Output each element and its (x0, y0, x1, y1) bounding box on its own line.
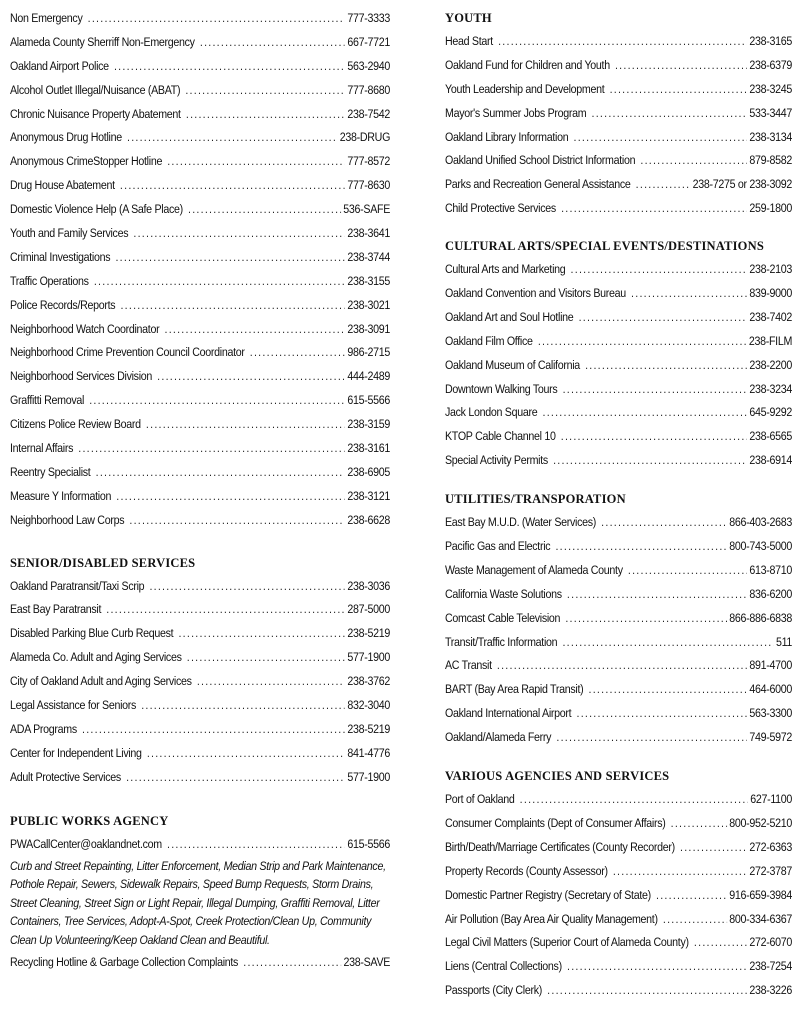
directory-entry (10, 341, 390, 365)
right-column (445, 0, 792, 1003)
dot-leader (567, 583, 747, 607)
directory-entry (445, 197, 792, 221)
entry-name: Oakland Art and Soul Hotline (445, 309, 574, 324)
various-section (445, 764, 792, 1003)
entry-number: 777-8572 (347, 154, 391, 169)
dot-leader (167, 150, 345, 174)
entry-name: ADA Programs (10, 721, 77, 736)
section-heading: CULTURAL ARTS/SPECIAL EVENTS/DESTINATIONS (445, 239, 764, 254)
entry-name: City of Oakland Adult and Aging Services (10, 674, 192, 689)
directory-entry (445, 535, 792, 559)
entry-name: Waste Management of Alameda County (445, 562, 623, 577)
entry-name: Air Pollution (Bay Area Air Quality Management) (445, 911, 658, 926)
directory-entry (445, 102, 792, 126)
directory-entry (10, 622, 390, 646)
entry-number: 749-5972 (749, 730, 793, 745)
directory-entry (10, 55, 390, 79)
directory-entry (445, 654, 792, 678)
directory-entry (10, 509, 390, 533)
dot-leader (188, 198, 341, 222)
directory-entry (10, 294, 390, 318)
directory-entry (445, 401, 792, 425)
entry-name: Oakland Library Information (445, 129, 569, 144)
entry-number: 563-2940 (347, 58, 391, 73)
entry-name: Oakland Convention and Visitors Bureau (445, 286, 626, 301)
entry-number: 777-8680 (347, 82, 391, 97)
dot-leader (576, 702, 746, 726)
dot-leader (547, 979, 747, 1003)
entry-number: 238-FILM (748, 333, 793, 348)
entry-name: Cultural Arts and Marketing (445, 262, 566, 277)
dot-leader (178, 622, 344, 646)
entry-number: 613-8710 (749, 562, 793, 577)
entry-number: 577-1900 (347, 650, 391, 665)
entry-name: Downtown Walking Tours (445, 381, 558, 396)
dot-leader (553, 449, 747, 473)
entry-number: 238-6565 (749, 429, 793, 444)
entry-number: 238-6379 (749, 57, 793, 72)
entry-number: 238-6628 (347, 512, 391, 527)
dot-leader (498, 30, 747, 54)
entry-list (10, 575, 390, 790)
directory-entry (445, 306, 792, 330)
directory-entry (10, 222, 390, 246)
entry-list (10, 7, 390, 533)
dot-leader (538, 330, 746, 354)
entry-number: 238-DRUG (339, 130, 391, 145)
directory-entry (445, 678, 792, 702)
dot-leader (106, 598, 345, 622)
entry-name: Citizens Police Review Board (10, 417, 141, 432)
dot-leader (574, 126, 747, 150)
directory-entry (10, 670, 390, 694)
directory-entry (10, 413, 390, 437)
entry-number: 238-5219 (347, 721, 391, 736)
directory-entry (445, 425, 792, 449)
entry-name: Youth Leadership and Development (445, 81, 605, 96)
section-heading: UTILITIES/TRANSPORATION (445, 492, 626, 507)
dot-leader (671, 812, 727, 836)
dot-leader (636, 173, 690, 197)
dot-leader (680, 836, 747, 860)
directory-entry (445, 511, 792, 535)
entry-number: 238-7542 (347, 106, 391, 121)
directory-entry (445, 583, 792, 607)
dot-leader (167, 833, 345, 857)
dot-leader (497, 654, 747, 678)
dot-leader (585, 354, 747, 378)
entry-number: 238-3744 (347, 249, 391, 264)
directory-entry (445, 631, 792, 655)
entry-name: Oakland Paratransit/Taxi Scrip (10, 578, 145, 593)
dot-leader (149, 575, 344, 599)
directory-entry (445, 860, 792, 884)
entry-name: KTOP Cable Channel 10 (445, 429, 556, 444)
directory-entry (445, 126, 792, 150)
dot-leader (115, 246, 344, 270)
dot-leader (120, 294, 344, 318)
dot-leader (114, 55, 345, 79)
directory-entry (445, 836, 792, 860)
entry-name: Oakland/Alameda Ferry (445, 730, 552, 745)
dot-leader (613, 860, 747, 884)
directory-entry (445, 931, 792, 955)
directory-entry (445, 908, 792, 932)
entry-number: 615-5566 (347, 393, 391, 408)
entry-number: 841-4776 (347, 745, 391, 760)
entry-number: 238-3762 (347, 674, 391, 689)
entry-name: Center for Independent Living (10, 745, 142, 760)
entry-name: Anonymous CrimeStopper Hotline (10, 154, 163, 169)
entry-number: 839-9000 (749, 286, 793, 301)
entry-list (445, 788, 792, 1003)
entry-number: 879-8582 (749, 153, 793, 168)
entry-number: 777-3333 (347, 11, 391, 25)
entry-number: 800-952-5210 (729, 815, 793, 830)
entry-number: 577-1900 (347, 769, 391, 784)
directory-entry (445, 788, 792, 812)
directory-entry (445, 354, 792, 378)
directory-entry (10, 694, 390, 718)
entry-number: 536-SAFE (343, 202, 391, 217)
dot-leader (520, 788, 748, 812)
entry-name: Legal Civil Matters (Superior Court of Alameda County) (445, 935, 689, 950)
entry-number: 238-5219 (347, 626, 391, 641)
entry-number: 238-3245 (749, 81, 793, 96)
entry-number: 238-2200 (749, 357, 793, 372)
dot-leader (610, 78, 747, 102)
directory-entry (445, 30, 792, 54)
dot-leader (116, 485, 345, 509)
directory-entry (445, 812, 792, 836)
entry-number: 238-SAVE (343, 955, 391, 970)
entry-name: Measure Y Information (10, 488, 112, 503)
entry-name: Oakland International Airport (445, 706, 572, 721)
directory-entry (10, 126, 390, 150)
dot-leader (579, 306, 747, 330)
entry-number: 800-743-5000 (729, 539, 793, 554)
directory-entry (10, 718, 390, 742)
dot-leader (146, 413, 345, 437)
directory-entry (445, 149, 792, 173)
directory-entry (445, 378, 792, 402)
dot-leader (197, 670, 345, 694)
public-works-section (10, 809, 390, 976)
entry-number: 866-886-6838 (729, 610, 793, 625)
directory-entry (10, 766, 390, 790)
directory-entry (10, 31, 390, 55)
dot-leader (187, 646, 345, 670)
directory-entry (445, 54, 792, 78)
entry-name: Domestic Violence Help (A Safe Place) (10, 202, 183, 217)
entry-name: Non Emergency (10, 11, 83, 25)
directory-entry (10, 198, 390, 222)
entry-list (445, 511, 792, 750)
senior-section (10, 551, 390, 790)
entry-number: 832-3040 (347, 698, 391, 713)
entry-number: 238-3134 (749, 129, 793, 144)
entry-name: Alameda Co. Adult and Aging Services (10, 650, 182, 665)
general-section (10, 7, 390, 533)
entry-number: 238-3234 (749, 381, 793, 396)
directory-entry (445, 726, 792, 750)
dot-leader (96, 461, 345, 485)
entry-name: Alcohol Outlet Illegal/Nuisance (ABAT) (10, 82, 181, 97)
entry-name: Jack London Square (445, 405, 538, 420)
directory-entry (445, 282, 792, 306)
directory-entry (10, 103, 390, 127)
entry-name: Neighborhood Services Division (10, 369, 153, 384)
entry-number: 836-6200 (749, 586, 793, 601)
entry-number: 272-3787 (749, 863, 793, 878)
dot-leader (126, 766, 345, 790)
directory-entry (10, 646, 390, 670)
dot-leader (120, 174, 345, 198)
directory-entry (445, 78, 792, 102)
entry-number: 238-3121 (347, 488, 391, 503)
entry-number: 238-6914 (749, 453, 793, 468)
entry-number: 238-3036 (347, 578, 391, 593)
dot-leader (563, 378, 747, 402)
entry-name: AC Transit (445, 658, 492, 673)
directory-entry (445, 607, 792, 631)
entry-number: 627-1100 (750, 792, 793, 807)
entry-name: Drug House Abatement (10, 178, 115, 193)
dot-leader (663, 908, 727, 932)
dot-leader (556, 726, 746, 750)
entry-name: Reentry Specialist (10, 464, 91, 479)
entry-name: Port of Oakland (445, 792, 515, 807)
directory-entry (10, 318, 390, 342)
directory-entry (445, 258, 792, 282)
entry-number: 238-3226 (749, 983, 793, 998)
directory-entry (10, 7, 390, 31)
entry-name: Police Records/Reports (10, 297, 116, 312)
entry-name: Neighborhood Law Corps (10, 512, 125, 527)
section-heading: PUBLIC WORKS AGENCY (10, 813, 169, 828)
entry-name: Pacific Gas and Electric (445, 539, 551, 554)
dot-leader (555, 535, 726, 559)
dot-leader (141, 694, 345, 718)
dot-leader (615, 54, 747, 78)
entry-number: 563-3300 (749, 706, 793, 721)
entry-number: 272-6070 (749, 935, 793, 950)
entry-name: Chronic Nuisance Property Abatement (10, 106, 181, 121)
dot-leader (127, 126, 337, 150)
entry-name: Internal Affairs (10, 441, 74, 456)
directory-entry (10, 389, 390, 413)
dot-leader (129, 509, 344, 533)
dot-leader (631, 282, 747, 306)
entry-name: Traffic Operations (10, 273, 89, 288)
entry-name: Birth/Death/Marriage Certificates (County Recorder) (445, 839, 675, 854)
utilities-section (445, 487, 792, 750)
entry-number: 891-4700 (749, 658, 793, 673)
directory-entry (10, 365, 390, 389)
dot-leader (589, 678, 747, 702)
dot-leader (694, 931, 747, 955)
services-description: Curb and Street Repainting, Litter Enforcement, Median Strip and Park Maintenance, Pothole Repair, Sewers, Sidewalk Repairs, Speed Bump Requests, Storm Drains, Street Cleaning, Street Sign or Light Repair, Illegal Dumping, Graffiti Removal, Litter Containers, Tree Services, Adopt-A-Spot, Creek Protection/Clean Up, Community Clean Up Volunteering/Keep Oakland Clean and Beautiful. (10, 858, 386, 947)
entry-name: East Bay M.U.D. (Water Services) (445, 515, 597, 530)
dot-leader (561, 197, 747, 221)
dot-leader (592, 102, 747, 126)
dot-leader (186, 103, 345, 127)
directory-entry (445, 449, 792, 473)
entry-number: 238-3641 (347, 226, 391, 241)
entry-number: 800-334-6367 (729, 911, 793, 926)
dot-leader (243, 951, 341, 975)
directory-entry (10, 485, 390, 509)
entry-name: Consumer Complaints (Dept of Consumer Affairs) (445, 815, 666, 830)
entry-number: 866-403-2683 (729, 515, 793, 530)
dot-leader (82, 718, 345, 742)
dot-leader (89, 389, 345, 413)
entry-name: Criminal Investigations (10, 249, 111, 264)
entry-name: Neighborhood Watch Coordinator (10, 321, 160, 336)
entry-number: 259-1800 (749, 201, 793, 216)
dot-leader (157, 365, 345, 389)
directory-entry (10, 951, 390, 975)
entry-number: 916-659-3984 (729, 887, 793, 902)
entry-name: Child Protective Services (445, 201, 556, 216)
left-column (10, 0, 390, 975)
directory-entry (445, 979, 792, 1003)
directory-entry (10, 150, 390, 174)
directory-entry (10, 270, 390, 294)
entry-number: 667-7721 (347, 34, 391, 49)
dot-leader (133, 222, 344, 246)
directory-entry (10, 461, 390, 485)
entry-list (445, 30, 792, 221)
dot-leader (562, 631, 773, 655)
entry-name: Special Activity Permits (445, 453, 548, 468)
dot-leader (656, 884, 727, 908)
dot-leader (567, 955, 747, 979)
entry-name: Legal Assistance for Seniors (10, 698, 137, 713)
dot-leader (561, 425, 747, 449)
entry-name: Neighborhood Crime Prevention Council Coordinator (10, 345, 245, 360)
dot-leader (250, 341, 345, 365)
directory-entry (445, 559, 792, 583)
entry-number: 238-7275 or 238-3092 (692, 177, 793, 192)
entry-name: East Bay Paratransit (10, 602, 102, 617)
entry-name: Alameda County Sherriff Non-Emergency (10, 34, 195, 49)
directory-entry (10, 742, 390, 766)
entry-number: 238-3161 (347, 441, 391, 456)
dot-leader (565, 607, 726, 631)
dot-leader (628, 559, 747, 583)
entry-number: 238-3021 (347, 297, 391, 312)
dot-leader (164, 318, 344, 342)
entry-number: 238-7254 (749, 959, 793, 974)
entry-name: California Waste Solutions (445, 586, 562, 601)
entry-list (445, 258, 792, 473)
entry-name: Youth and Family Services (10, 226, 129, 241)
entry-number: 238-6905 (347, 464, 391, 479)
entry-number: 287-5000 (347, 602, 391, 617)
entry-name: Transit/Traffic Information (445, 634, 558, 649)
entry-name[interactable]: PWACallCenter@oaklandnet.com (10, 836, 162, 851)
entry-number: 238-7402 (749, 309, 793, 324)
dot-leader (185, 79, 344, 103)
entry-name: Disabled Parking Blue Curb Request (10, 626, 174, 641)
dot-leader (88, 7, 345, 31)
directory-entry (10, 174, 390, 198)
dot-leader (601, 511, 727, 535)
directory-entry (445, 884, 792, 908)
entry-name: Mayor's Summer Jobs Program (445, 105, 587, 120)
directory-entry (10, 79, 390, 103)
directory-entry (10, 598, 390, 622)
directory-entry (445, 330, 792, 354)
entry-number: 615-5566 (347, 836, 391, 851)
entry-name: Anonymous Drug Hotline (10, 130, 122, 145)
entry-name: Comcast Cable Television (445, 610, 561, 625)
entry-name: Adult Protective Services (10, 769, 121, 784)
directory-entry (10, 437, 390, 461)
section-heading: SENIOR/DISABLED SERVICES (10, 555, 196, 570)
entry-number: 238-3165 (749, 34, 793, 48)
entry-name: Recycling Hotline & Garbage Collection Complaints (10, 955, 239, 970)
section-heading: YOUTH (445, 11, 492, 25)
directory-entry (445, 173, 792, 197)
entry-number: 238-3159 (347, 417, 391, 432)
entry-name: BART (Bay Area Rapid Transit) (445, 682, 584, 697)
entry-number: 777-8630 (347, 178, 391, 193)
dot-leader (200, 31, 345, 55)
entry-name: Oakland Airport Police (10, 58, 109, 73)
entry-name: Oakland Film Office (445, 333, 533, 348)
dot-leader (147, 742, 345, 766)
directory-entry (10, 246, 390, 270)
cultural-section (445, 234, 792, 473)
entry-number: 533-3447 (749, 105, 793, 120)
entry-number: 645-9292 (749, 405, 793, 420)
dot-leader (94, 270, 345, 294)
entry-number: 238-3091 (347, 321, 391, 336)
directory-entry (10, 575, 390, 599)
entry-number: 511 (775, 634, 793, 649)
entry-number: 986-2715 (347, 345, 391, 360)
entry-name: Domestic Partner Registry (Secretary of State) (445, 887, 651, 902)
entry-name: Passports (City Clerk) (445, 983, 543, 998)
directory-entry (445, 702, 792, 726)
entry-name: Parks and Recreation General Assistance (445, 177, 631, 192)
dot-leader (571, 258, 747, 282)
directory-entry (445, 955, 792, 979)
section-heading: VARIOUS AGENCIES AND SERVICES (445, 769, 670, 784)
entry-name: Oakland Museum of California (445, 357, 580, 372)
entry-name: Oakland Unified School District Information (445, 153, 636, 168)
entry-number: 444-2489 (347, 369, 391, 384)
entry-name: Head Start (445, 34, 493, 48)
entry-name: Liens (Central Collections) (445, 959, 562, 974)
entry-number: 272-6363 (749, 839, 793, 854)
directory-entry (10, 833, 390, 857)
entry-number: 238-3155 (347, 273, 391, 288)
dot-leader (640, 149, 746, 173)
entry-name: Oakland Fund for Children and Youth (445, 57, 610, 72)
entry-number: 238-2103 (749, 262, 793, 277)
entry-name: Graffitti Removal (10, 393, 85, 408)
dot-leader (543, 401, 747, 425)
youth-section (445, 6, 792, 221)
entry-name: Property Records (County Assessor) (445, 863, 608, 878)
entry-number: 464-6000 (749, 682, 793, 697)
dot-leader (78, 437, 345, 461)
